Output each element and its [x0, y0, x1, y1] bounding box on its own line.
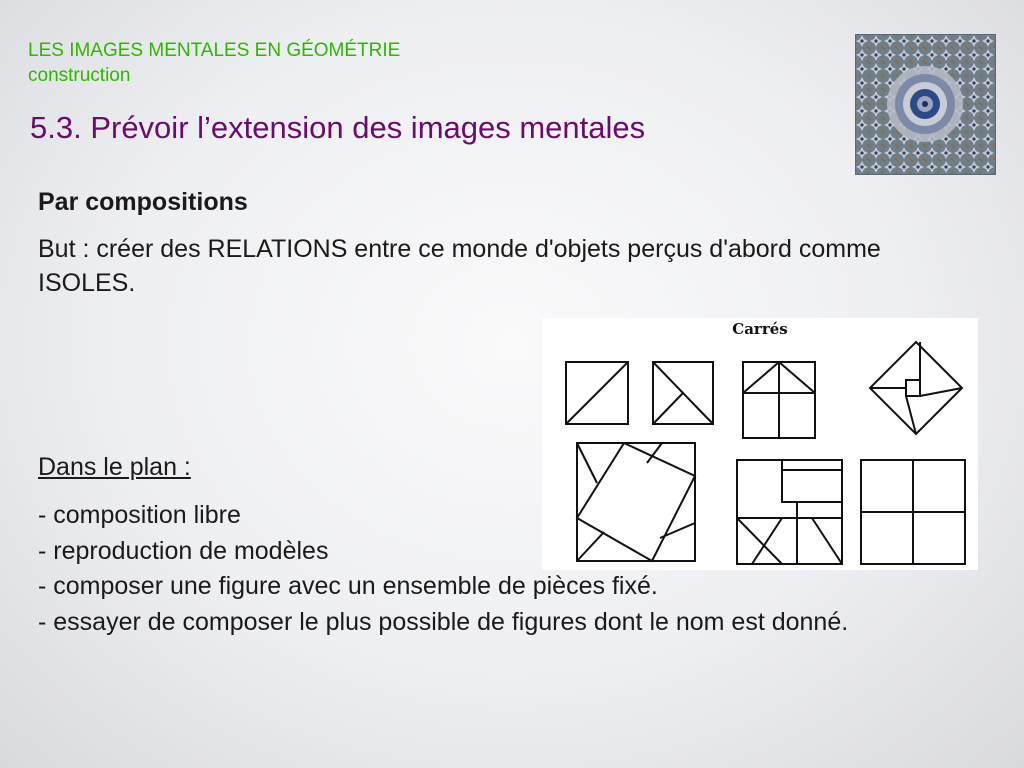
- goal-text: But : créer des RELATIONS entre ce monde d'objets perçus d'abord comme ISOLES.: [38, 235, 881, 297]
- header-line-1: LES IMAGES MENTALES EN GÉOMÉTRIE: [28, 40, 401, 61]
- plane-heading: Dans le plan :: [38, 453, 191, 481]
- figure-caption: Carrés: [732, 320, 788, 338]
- slide-header: [28, 38, 400, 88]
- list-item: - composer une figure avec un ensemble de pièces fixé.: [38, 572, 658, 600]
- list-item: - composition libre: [38, 501, 241, 529]
- list-item: - essayer de composer le plus possible de figures dont le nom est donné.: [38, 607, 849, 636]
- subtitle: Par compositions: [38, 188, 248, 216]
- header-line-2: construction: [28, 65, 131, 86]
- slide-title: 5.3. Prévoir l’extension des images mentales: [30, 110, 646, 145]
- mosaic-image: [855, 34, 996, 175]
- activity-list: [38, 498, 938, 640]
- list-item: - reproduction de modèles: [38, 536, 329, 565]
